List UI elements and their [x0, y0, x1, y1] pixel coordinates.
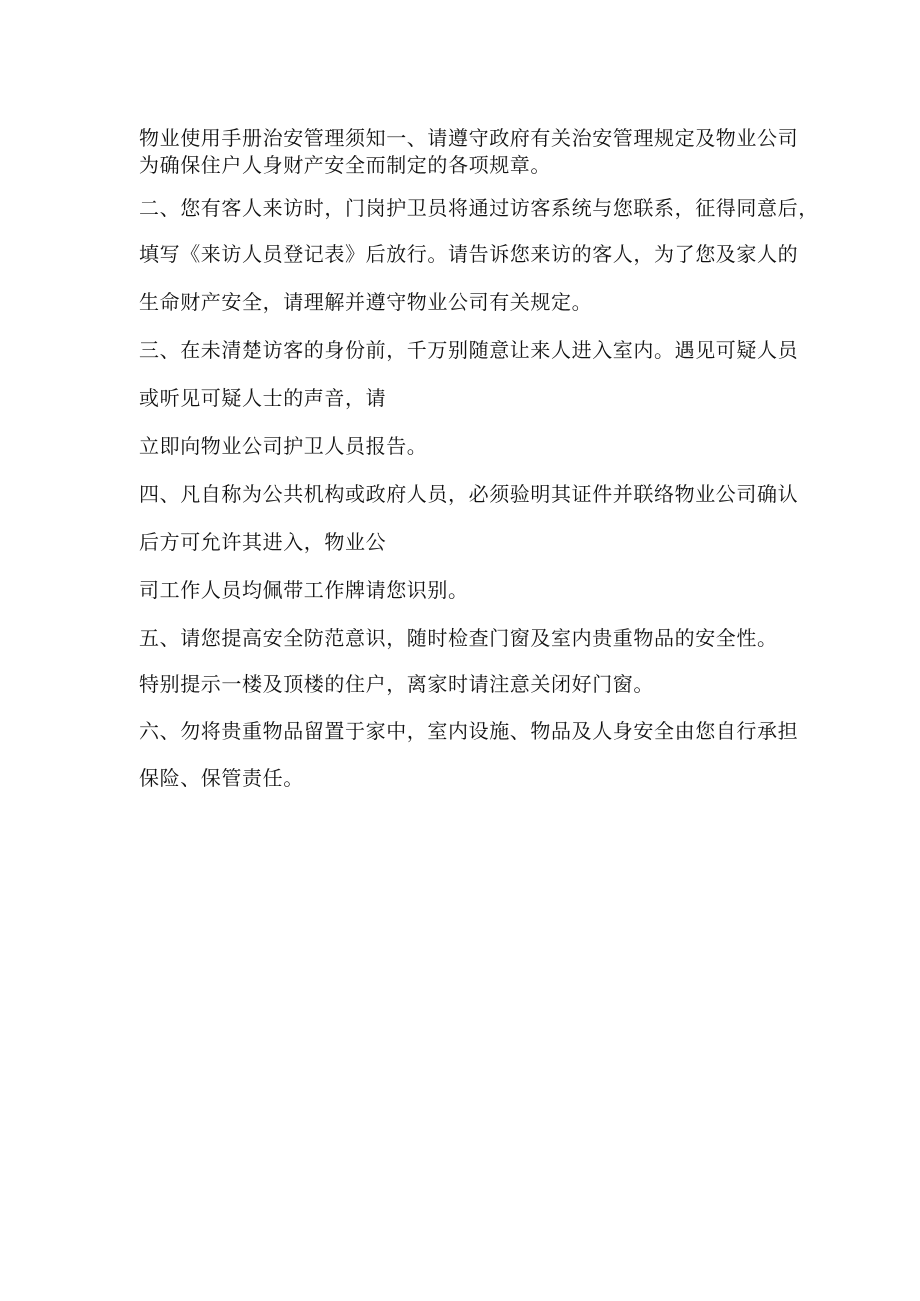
text-line: 为确保住户人身财产安全而制定的各项规章。: [139, 153, 551, 177]
text-line: 生命财产安全，请理解并遵守物业公司有关规定。: [139, 290, 593, 314]
text-line: 后方可允许其进入，物业公: [139, 530, 387, 554]
text-line: 六、勿将贵重物品留置于家中，室内设施、物品及人身安全由您自行承担: [139, 719, 799, 743]
text-line: 三、在未清楚访客的身份前，千万别随意让来人进入室内。遇见可疑人员: [139, 338, 799, 362]
text-line: 五、请您提高安全防范意识，随时检查门窗及室内贵重物品的安全性。: [139, 626, 778, 650]
text-line: 或听见可疑人士的声音，请: [139, 386, 387, 410]
text-line: 特别提示一楼及顶楼的住户，离家时请注意关闭好门窗。: [139, 672, 654, 696]
text-line: 物业使用手册治安管理须知一、请遵守政府有关治安管理规定及物业公司: [139, 126, 799, 150]
text-line: 二、您有客人来访时，门岗护卫员将通过访客系统与您联系，征得同意后，: [139, 196, 819, 220]
text-line: 立即向物业公司护卫人员报告。: [139, 434, 428, 458]
text-line: 四、凡自称为公共机构或政府人员，必须验明其证件并联络物业公司确认: [139, 482, 799, 506]
text-line: 填写《来访人员登记表》后放行。请告诉您来访的客人，为了您及家人的: [139, 242, 799, 266]
text-line: 司工作人员均佩带工作牌请您识别。: [139, 578, 469, 602]
text-line: 保险、保管责任。: [139, 766, 304, 790]
